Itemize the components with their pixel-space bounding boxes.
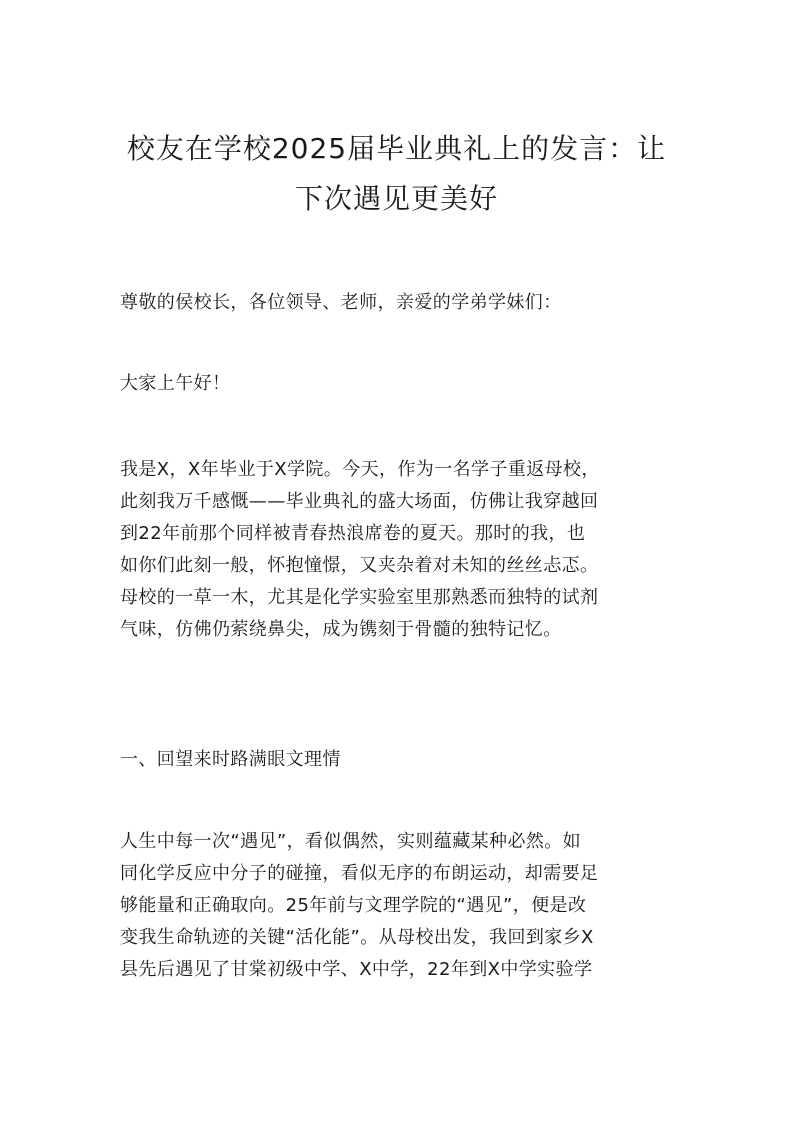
title-line: 校友在学校2025届毕业典礼上的发言：让 [126, 132, 667, 165]
paragraph-intro [120, 454, 680, 646]
paragraph-line: 母校的一草一木，尤其是化学实验室里那熟悉而独特的试剂 [120, 587, 599, 608]
paragraph-line: 如你们此刻一般，怀抱憧憬，又夹杂着对未知的丝丝忐忑。 [120, 555, 599, 576]
greeting: 大家上午好！ [120, 373, 231, 394]
paragraph-line: 够能量和正确取向。25年前与文理学院的“遇见”，便是改 [120, 895, 587, 916]
paragraph-line: 到22年前那个同样被青春热浪席卷的夏天。那时的我，也 [120, 523, 586, 544]
paragraph-line: 人生中每一次“遇见”，看似偶然，实则蕴藏某种必然。如 [120, 831, 582, 852]
salutation: 尊敬的侯校长，各位领导、老师，亲爱的学弟学妹们： [120, 292, 562, 313]
paragraph-line: 此刻我万千感慨——毕业典礼的盛大场面，仿佛让我穿越回 [120, 491, 599, 512]
paragraph-line: 气味，仿佛仍萦绕鼻尖，成为镌刻于骨髓的独特记忆。 [120, 619, 562, 640]
paragraph-line: 我是X，X年毕业于X学院。今天，作为一名学子重返母校， [120, 459, 600, 480]
document-title [100, 124, 693, 224]
paragraph-line: 同化学反应中分子的碰撞，看似无序的布朗运动，却需要足 [120, 863, 599, 884]
title-line: 下次遇见更美好 [294, 182, 498, 215]
section-heading: 一、回望来时路满眼文理情 [120, 749, 341, 770]
paragraph-line: 变我生命轨迹的关键“活化能”。从母校出发，我回到家乡X [120, 927, 594, 948]
paragraph-section1 [120, 826, 680, 986]
paragraph-line: 县先后遇见了甘棠初级中学、X中学，22年到X中学实验学 [120, 959, 593, 980]
